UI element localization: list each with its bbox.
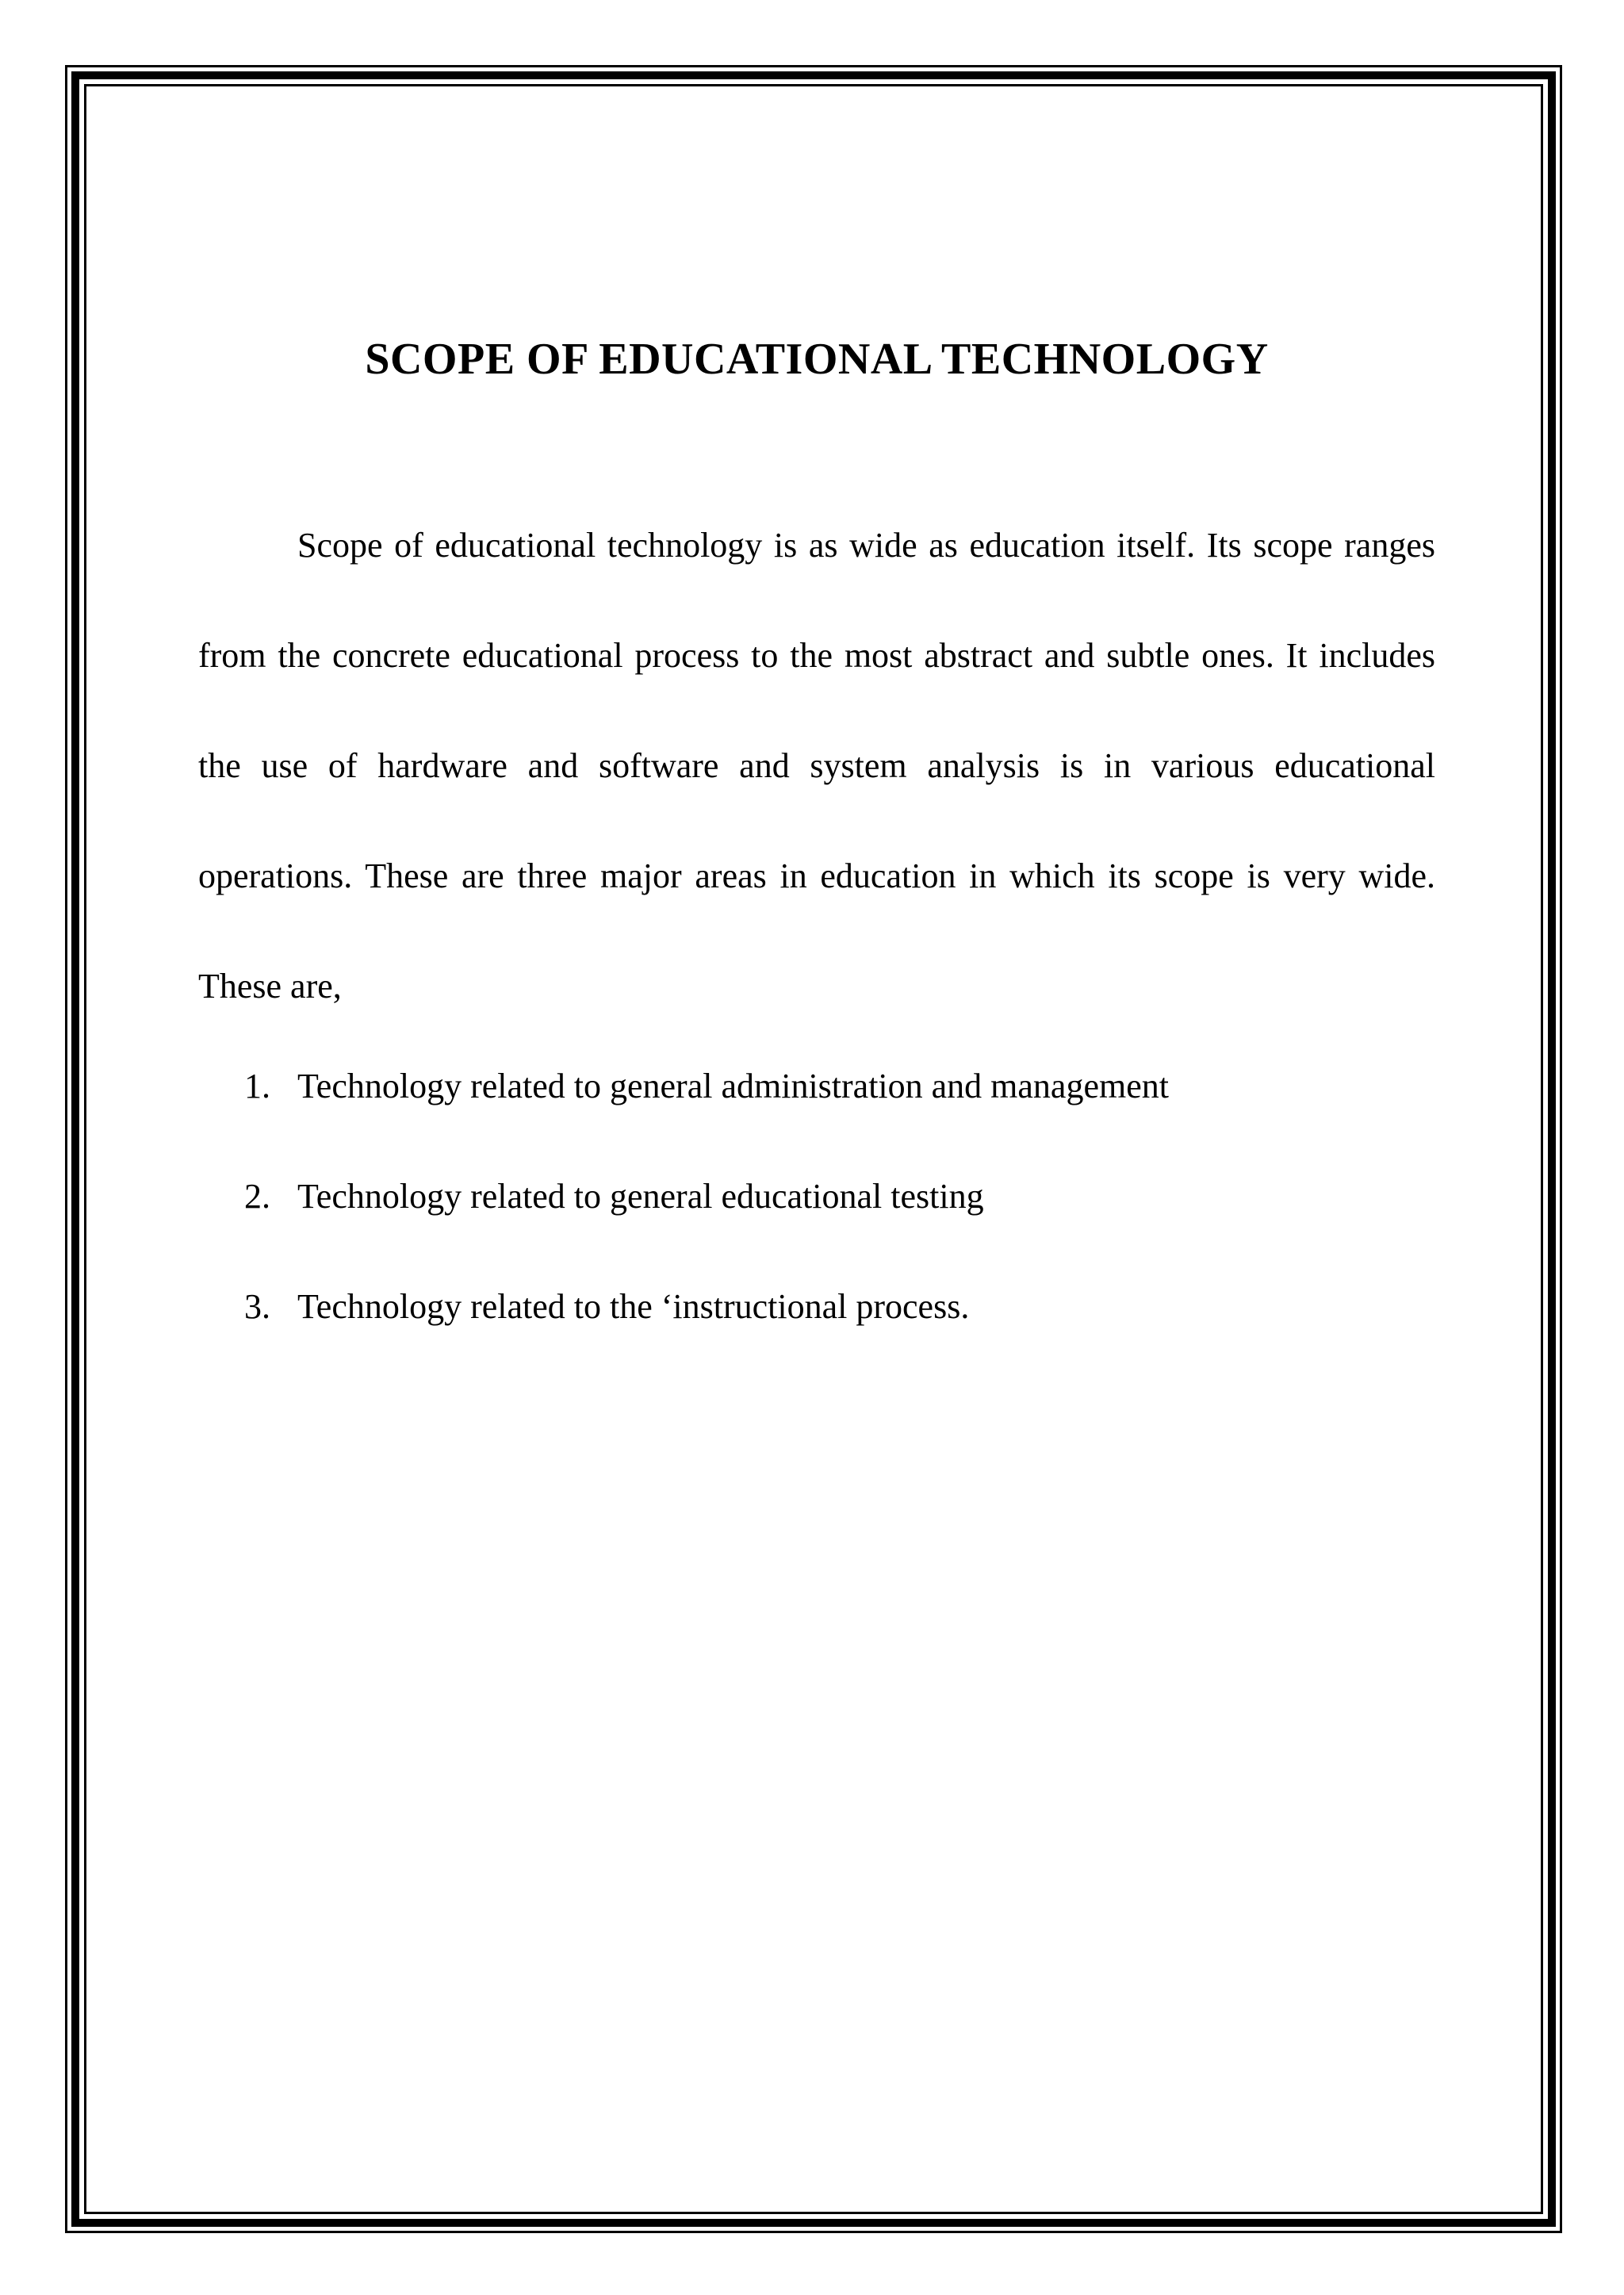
list-item-text: Technology related to general educational testing [297, 1177, 984, 1216]
list-item-text: Technology related to general administration and management [297, 1067, 1169, 1105]
list-item-number: 3. [244, 1287, 270, 1326]
list-item-number: 2. [244, 1177, 270, 1216]
list-item [198, 1063, 1435, 1173]
list-item-text: Technology related to the ‘instructional process. [297, 1287, 970, 1326]
list-item [198, 1173, 1435, 1283]
list-item [198, 1283, 1435, 1393]
page-title: SCOPE OF EDUCATIONAL TECHNOLOGY [365, 335, 1269, 384]
list-item-number: 1. [244, 1067, 270, 1105]
body-paragraph [198, 490, 1435, 1041]
scope-list [198, 1063, 1435, 1393]
paragraph-text: Scope of educational technology is as wide as education itself. Its scope ranges from the concrete educational process to the most abstract and subtle ones. It includes the use of hardware and software and system analysis is in various educational operations. These are three major areas in education in which its scope is very wide. These are, [198, 526, 1435, 1006]
